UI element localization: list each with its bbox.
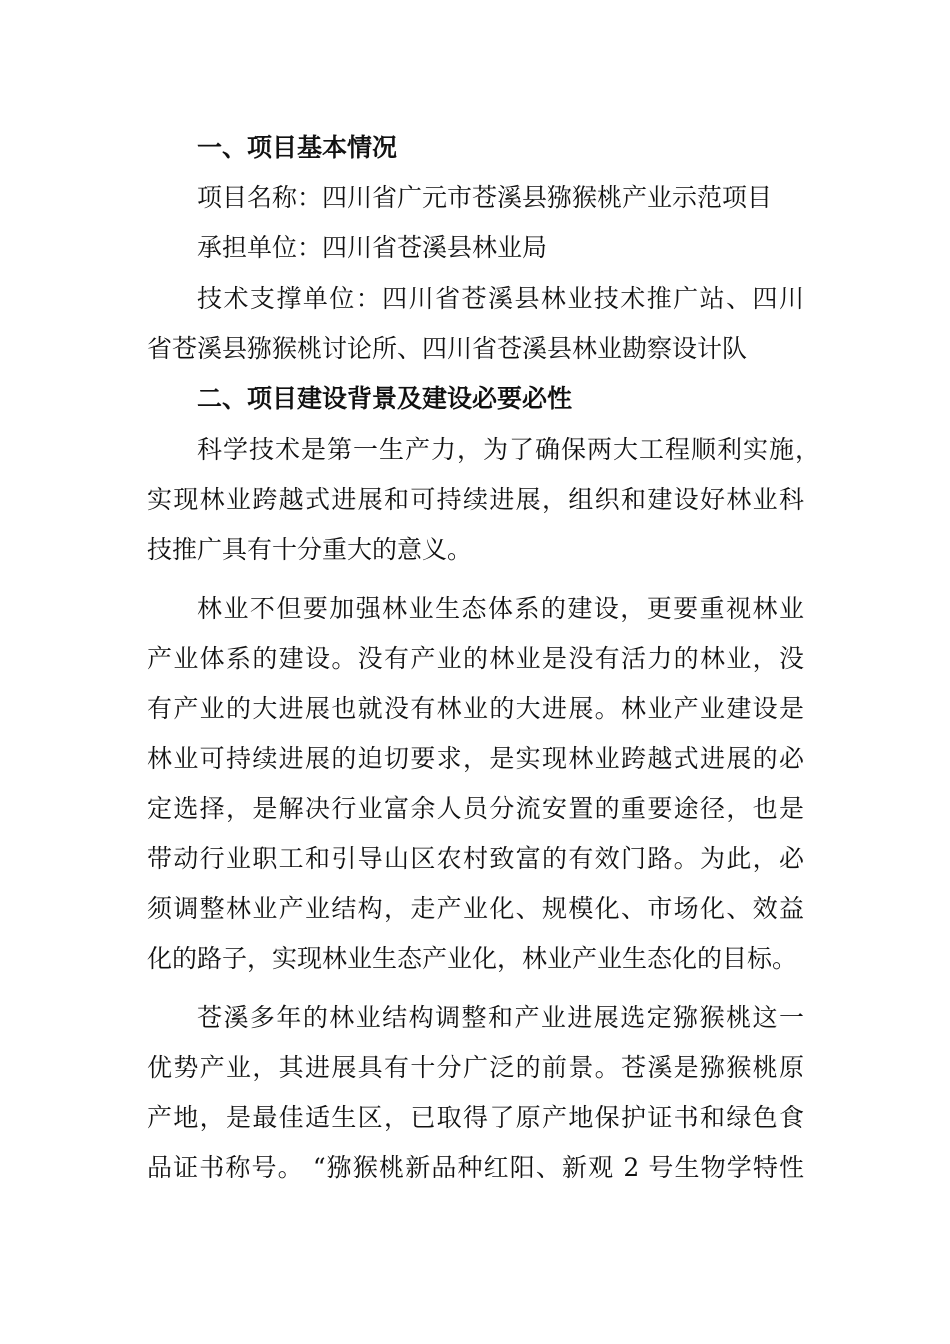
undertaking-unit-line: 承担单位：四川省苍溪县林业局 bbox=[197, 233, 548, 262]
para-2-line: 定选择，是解决行业富余人员分流安置的重要途径，也是 bbox=[147, 794, 804, 823]
para-1-line: 技推广具有十分重大的意义。 bbox=[147, 535, 473, 564]
project-name-line: 项目名称：四川省广元市苍溪县猕猴桃产业示范项目 bbox=[197, 183, 773, 212]
tech-support-line-2: 省苍溪县猕猴桃讨论所、四川省苍溪县林业勘察设计队 bbox=[147, 334, 748, 363]
para-2-line: 有产业的大进展也就没有林业的大进展。林业产业建设是 bbox=[147, 694, 804, 723]
section-1-heading: 一、项目基本情况 bbox=[197, 133, 398, 162]
para-2-line: 林业可持续进展的迫切要求，是实现林业跨越式进展的必 bbox=[147, 744, 804, 773]
para-3-line: 产地，是最佳适生区，已取得了原产地保护证书和绿色食 bbox=[147, 1103, 804, 1132]
para-2-line: 须调整林业产业结构，走产业化、规模化、市场化、效益 bbox=[147, 894, 804, 923]
section-2-heading: 二、项目建设背景及建设必要必性 bbox=[197, 384, 573, 413]
para-2-line: 带动行业职工和引导山区农村致富的有效门路。为此，必 bbox=[147, 844, 804, 873]
para-1-line: 科学技术是第一生产力，为了确保两大工程顺利实施， bbox=[197, 435, 820, 464]
para-3-line: 品证书称号。 “猕猴桃新品种红阳、新观 2 号生物学特性 bbox=[147, 1153, 804, 1182]
para-2-line: 化的路子，实现林业生态产业化，林业产业生态化的目标。 bbox=[147, 944, 798, 973]
para-3-line: 苍溪多年的林业结构调整和产业进展选定猕猴桃这一 bbox=[197, 1003, 804, 1032]
para-3-line: 优势产业，其进展具有十分广泛的前景。苍溪是猕猴桃原 bbox=[147, 1053, 804, 1082]
para-2-line: 产业体系的建设。没有产业的林业是没有活力的林业，没 bbox=[147, 644, 804, 673]
para-1-line: 实现林业跨越式进展和可持续进展，组织和建设好林业科 bbox=[147, 485, 804, 514]
tech-support-line-1: 技术支撑单位：四川省苍溪县林业技术推广站、四川 bbox=[197, 284, 804, 313]
para-2-line: 林业不但要加强林业生态体系的建设，更要重视林业 bbox=[197, 594, 804, 623]
